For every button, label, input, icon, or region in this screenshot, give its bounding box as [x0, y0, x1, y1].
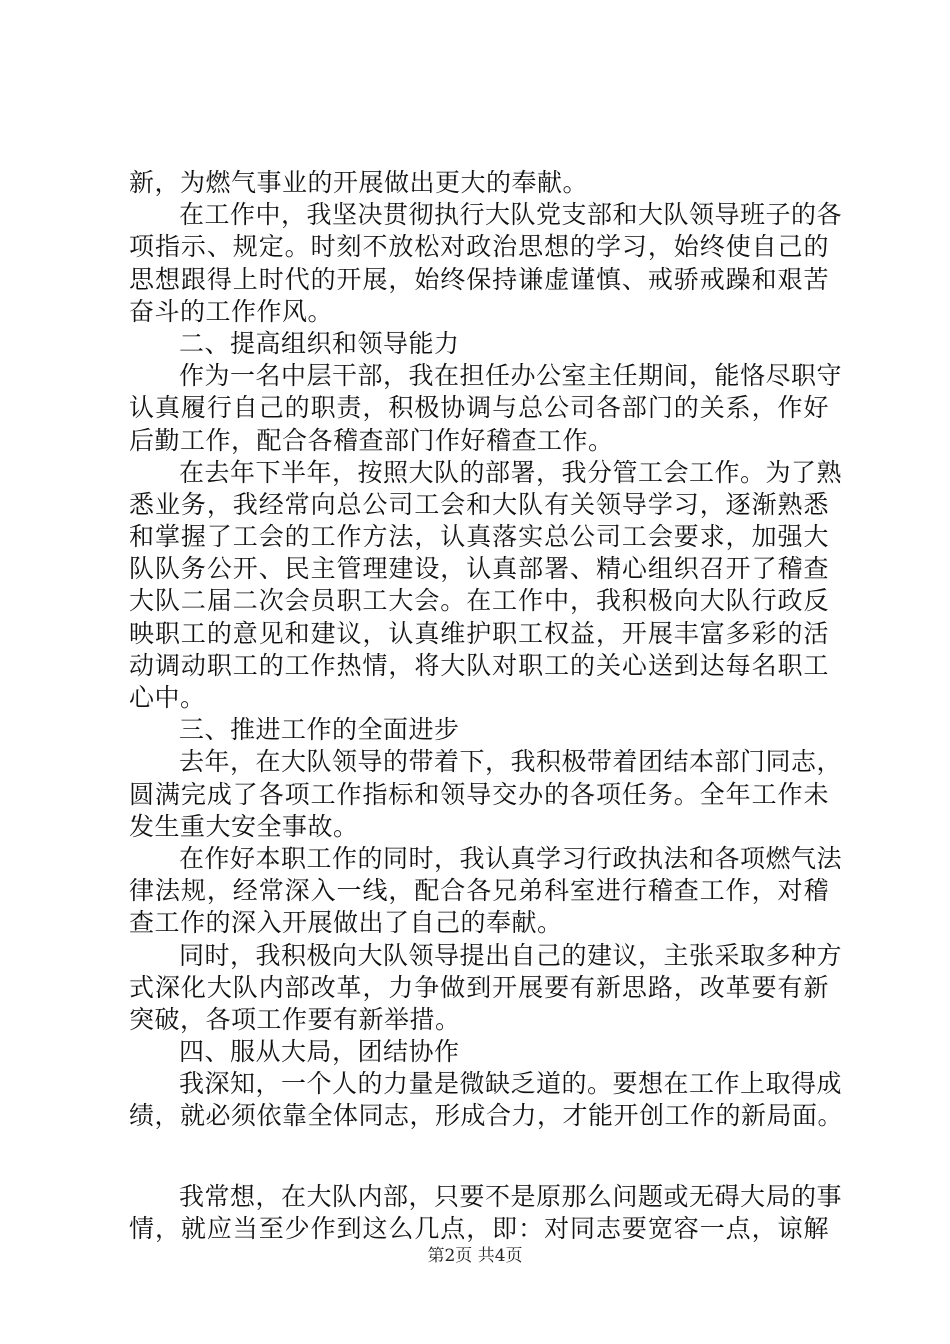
- text-line: 在作好本职工作的同时，我认真学习行政执法和各项燃气法: [179, 843, 843, 873]
- page-number: 第2页 共4页: [427, 1246, 523, 1266]
- text-line: 式深化大队内部改革，力争做到开展要有新思路，改革要有新: [129, 972, 829, 1002]
- text-line: 映职工的意见和建议，认真维护职工权益，开展丰富多彩的活: [129, 618, 829, 648]
- text-line: 同时，我积极向大队领导提出自己的建议，主张采取多种方: [179, 940, 843, 970]
- text-line: 律法规，经常深入一线，配合各兄弟科室进行稽查工作，对稽: [129, 876, 829, 906]
- text-line: 新，为燃气事业的开展做出更大的奉献。: [129, 168, 589, 197]
- text-line: 认真履行自己的职责，积极协调与总公司各部门的关系，作好: [129, 393, 829, 423]
- text-line: 奋斗的工作作风。: [129, 296, 334, 326]
- text-line: 作为一名中层干部，我在担任办公室主任期间，能恪尽职守: [179, 361, 843, 391]
- text-line: 思想跟得上时代的开展，始终保持谦虚谨慎、戒骄戒躁和艰苦: [129, 264, 829, 294]
- text-line: 情，就应当至少作到这么几点，即：对同志要宽容一点，谅解: [129, 1213, 829, 1243]
- text-line: 发生重大安全事故。: [129, 811, 359, 841]
- text-line: 心中。: [129, 683, 206, 712]
- text-line: 队队务公开、民主管理建设，认真部署、精心组织召开了稽查: [129, 554, 829, 584]
- document-body: [129, 167, 844, 1245]
- text-line: 大队二届二次会员职工大会。在工作中，我积极向大队行政反: [129, 586, 829, 616]
- text-line: 动调动职工的工作热情，将大队对职工的关心送到达每名职工: [129, 650, 829, 680]
- text-line: 突破，各项工作要有新举措。: [129, 1004, 461, 1034]
- section-heading: 四、服从大局，团结协作: [179, 1037, 460, 1067]
- section-heading: 二、提高组织和领导能力: [179, 328, 460, 358]
- text-line: 我深知，一个人的力量是微缺乏道的。要想在工作上取得成: [179, 1069, 843, 1099]
- paragraph-gap: [129, 1133, 829, 1181]
- text-line: 我常想，在大队内部，只要不是原那么问题或无碍大局的事: [179, 1181, 843, 1211]
- text-line: 去年，在大队领导的带着下，我积极带着团结本部门同志，: [179, 747, 843, 777]
- text-line: 查工作的深入开展做出了自己的奉献。: [129, 908, 563, 938]
- text-line: 在工作中，我坚决贯彻执行大队党支部和大队领导班子的各: [179, 200, 843, 230]
- text-line: 悉业务，我经常向总公司工会和大队有关领导学习，逐渐熟悉: [129, 489, 829, 519]
- text-line: 在去年下半年，按照大队的部署，我分管工会工作。为了熟: [179, 457, 843, 487]
- section-heading: 三、推进工作的全面进步: [179, 715, 460, 745]
- text-line: 圆满完成了各项工作指标和领导交办的各项任务。全年工作未: [129, 779, 829, 809]
- text-line: 绩，就必须依靠全体同志，形成合力，才能开创工作的新局面。: [129, 1101, 844, 1131]
- text-line: 项指示、规定。时刻不放松对政治思想的学习，始终使自己的: [129, 232, 829, 262]
- text-line: 后勤工作，配合各稽查部门作好稽查工作。: [129, 425, 614, 455]
- text-line: 和掌握了工会的工作方法，认真落实总公司工会要求，加强大: [129, 522, 829, 552]
